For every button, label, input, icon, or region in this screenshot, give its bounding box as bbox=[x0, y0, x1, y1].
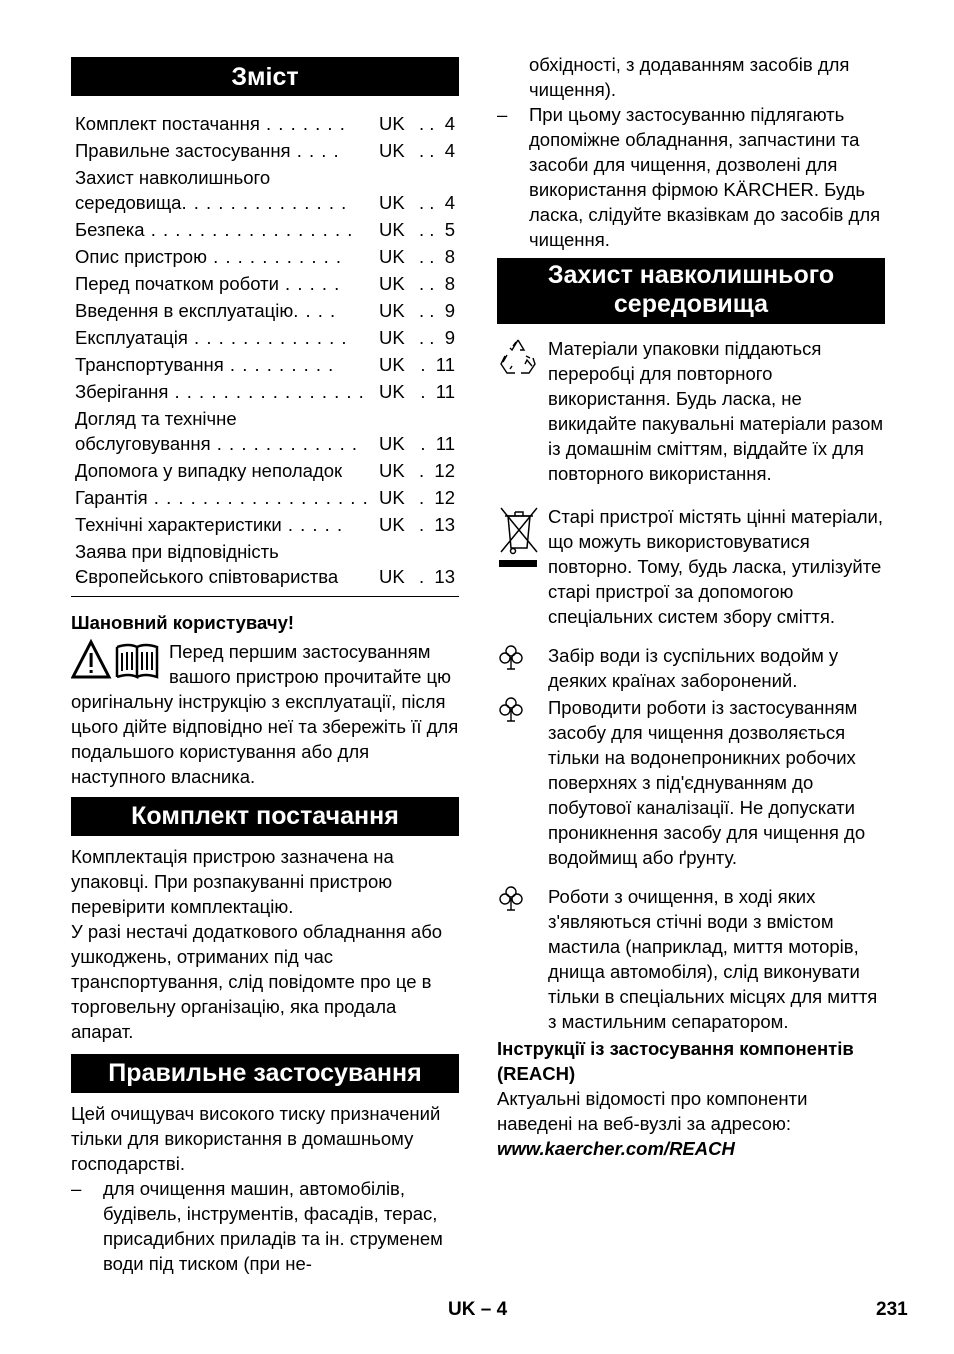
toc-title: Зміст bbox=[231, 62, 299, 91]
toc-entry-label: Експлуатація bbox=[75, 327, 188, 348]
environment-item bbox=[497, 884, 885, 1034]
tree-icon bbox=[497, 884, 548, 1034]
reach-text: Актуальні відомості про компоненти наведені на веб-вузлі за адресою: bbox=[497, 1088, 808, 1134]
toc-entry-leader: . . . . . bbox=[278, 273, 341, 294]
toc-entry[interactable] bbox=[71, 539, 459, 589]
usage-list-item-2 bbox=[497, 102, 885, 252]
toc-entry-label: Гарантія bbox=[75, 487, 148, 508]
toc-entry-label: Введення в експлуатацію bbox=[75, 300, 294, 321]
toc-entry-leader: . . . . bbox=[293, 300, 337, 321]
environment-item-text: Роботи з очищення, в ході яких з'являються стічні води з вмістом мастила (наприклад, миття моторів, днища автомобіля), слід виконувати тільки в спеціальних місцях для миття з мастильним сепаратором. bbox=[548, 886, 878, 1032]
toc-entry-leader: . . . . . . . . . . . . . bbox=[187, 327, 348, 348]
usage-heading bbox=[71, 1054, 459, 1093]
toc-entry-title bbox=[75, 298, 379, 323]
toc-entry-leader: . . . . . . . . . . . . . . . . . bbox=[144, 219, 354, 240]
toc-entry-title bbox=[75, 271, 379, 296]
environment-item bbox=[497, 643, 885, 693]
toc-entry-label: Перед початком роботи bbox=[75, 273, 279, 294]
toc-entry-leader: . . . . bbox=[290, 140, 340, 161]
toc-entry-label: Технічні характеристики bbox=[75, 514, 282, 535]
toc-entry-leader: . . . . . bbox=[281, 514, 344, 535]
toc-entry-label: Правильне застосування bbox=[75, 140, 291, 161]
toc-entry-code: UK bbox=[379, 460, 405, 481]
page-number: 231 bbox=[876, 1299, 908, 1320]
toc-entry-label: Зберігання bbox=[75, 381, 169, 402]
toc-entry-title bbox=[75, 111, 379, 136]
toc-entry-leader: . . . . . . . . . . . . bbox=[210, 433, 358, 454]
toc-entry-page: . . 5 bbox=[419, 219, 455, 240]
toc-entry-title bbox=[75, 379, 379, 404]
toc-entry[interactable] bbox=[71, 485, 459, 510]
toc-entry-title bbox=[75, 138, 379, 163]
toc-entry-page: . . 8 bbox=[419, 246, 455, 267]
toc-entry[interactable] bbox=[71, 379, 459, 404]
toc-entry-page: . 12 bbox=[419, 487, 455, 508]
usage-item-2-text: При цьому застосуванню підлягають допоміжне обладнання, запчастини та засоби для чищення, дозволені для використання фірмою KÄRCHER. Будь ласка, слідуйте вказівкам до засобів для чищення. bbox=[529, 104, 881, 250]
toc-entry-page: . . 4 bbox=[419, 192, 455, 213]
environment-item bbox=[497, 504, 885, 629]
toc-entry-code: UK bbox=[379, 140, 405, 161]
toc-entry-code: UK bbox=[379, 273, 405, 294]
toc-entry-leader: . . . . . . . bbox=[259, 113, 346, 134]
table-of-contents bbox=[71, 111, 459, 597]
scope-paragraph-2: У разі нестачі додаткового обладнання або ушкоджень, отриманих під час транспортування, слід повідомте про це в торговельну організацію, яка продала апарат. bbox=[71, 921, 443, 1042]
environment-item bbox=[497, 336, 885, 486]
toc-entry-code: UK bbox=[379, 300, 405, 321]
greeting: Шановний користувачу! bbox=[71, 612, 295, 633]
toc-entry-code: UK bbox=[379, 219, 405, 240]
toc-entry-code: UK bbox=[379, 433, 405, 454]
environment-item bbox=[497, 695, 885, 870]
environment-heading-text: Захист навколишнього середовища bbox=[547, 261, 835, 318]
toc-entry-code: UK bbox=[379, 514, 405, 535]
scope-heading-text: Комплект постачання bbox=[131, 802, 399, 830]
usage-paragraph-1: Цей очищувач високого тиску призначений тільки для використання в домашньому господарстві. bbox=[71, 1103, 441, 1174]
toc-entry-page: . . 4 bbox=[419, 113, 455, 134]
toc-entry[interactable] bbox=[71, 165, 459, 215]
toc-entry-code: UK bbox=[379, 354, 405, 375]
toc-entry-title bbox=[75, 512, 379, 537]
toc-entry-code: UK bbox=[379, 246, 405, 267]
toc-entry[interactable] bbox=[71, 406, 459, 456]
toc-entry-label: Заява при відповідність Європейського співтовариства bbox=[75, 541, 339, 587]
toc-entry-page: . . 8 bbox=[419, 273, 455, 294]
toc-entry-label: Комплект постачання bbox=[75, 113, 260, 134]
toc-entry-label: Транспортування bbox=[75, 354, 224, 375]
usage-heading-text: Правильне застосування bbox=[108, 1059, 422, 1087]
toc-entry-code: UK bbox=[379, 192, 405, 213]
recycle-icon bbox=[497, 336, 548, 486]
right-column bbox=[497, 52, 885, 1161]
environment-list bbox=[497, 336, 885, 1034]
toc-entry-title bbox=[75, 244, 379, 269]
toc-entry-page: . 13 bbox=[419, 514, 455, 535]
environment-item-text: Старі пристрої містять цінні матеріали, що можуть використовуватися повторно. Тому, будь ласка, утилізуйте старі пристрої за допомогою спеціальних систем збору сміття. bbox=[548, 506, 883, 627]
toc-entry-title bbox=[75, 458, 379, 483]
toc-entry-label: Безпека bbox=[75, 219, 145, 240]
footer-section-label: UK – 4 bbox=[448, 1299, 508, 1320]
toc-entry[interactable] bbox=[71, 138, 459, 163]
tree-icon bbox=[497, 643, 548, 693]
toc-entry-page: . 11 bbox=[420, 354, 455, 375]
toc-entry-title bbox=[75, 165, 379, 215]
crossed-bin-icon bbox=[497, 504, 548, 629]
environment-heading bbox=[497, 258, 885, 324]
environment-item-text: Матеріали упаковки піддаються переробці для повторного використання. Будь ласка, не викидайте пакувальні матеріали разом із домашнім сміттям, віддайте їх для повторного використання. bbox=[548, 338, 884, 484]
toc-entry-leader: . . . . . . . . . . . bbox=[206, 246, 343, 267]
environment-item-text: Проводити роботи із застосуванням засобу для чищення дозволяється тільки на водонепроникних робочих поверхнях з під'єднуванням до побутової каналізації. Не допускати проникнення засобу для чищення до водоймищ або ґрунту. bbox=[548, 697, 866, 868]
toc-entry-page: . 13 bbox=[419, 566, 455, 587]
toc-entry-page: . 11 bbox=[420, 381, 455, 402]
reach-title: Інструкції із застосування компонентів (REACH) bbox=[497, 1038, 854, 1084]
toc-entry-page: . 11 bbox=[420, 433, 455, 454]
toc-entry-title bbox=[75, 539, 379, 589]
toc-heading bbox=[71, 57, 459, 96]
toc-entry[interactable] bbox=[71, 298, 459, 323]
left-column bbox=[71, 57, 459, 1276]
toc-entry-code: UK bbox=[379, 566, 405, 587]
toc-entry[interactable] bbox=[71, 111, 459, 136]
toc-entry-title bbox=[75, 406, 379, 456]
toc-entry-page: . . 4 bbox=[419, 140, 455, 161]
environment-item-text: Забір води із суспільних водойм у деяких країнах заборонений. bbox=[548, 645, 839, 691]
toc-entry[interactable] bbox=[71, 352, 459, 377]
toc-entry-title bbox=[75, 352, 379, 377]
toc-entry-leader: . . . . . . . . . . . . . . . . . . bbox=[147, 487, 369, 508]
toc-entry-label: Захист навколишнього середовища bbox=[75, 167, 271, 213]
toc-entry[interactable] bbox=[71, 325, 459, 350]
toc-entry-page: . . 9 bbox=[419, 300, 455, 321]
toc-entry-code: UK bbox=[379, 381, 405, 402]
toc-entry-leader: . . . . . . . . . . . . . . bbox=[181, 192, 348, 213]
usage-item-1-text: для очищення машин, автомобілів, будівель, інструментів, фасадів, терас, присадибних приладів та ін. струменем води під тиском (при не- bbox=[103, 1178, 443, 1274]
intro-text: Перед першим застосуванням вашого пристрою прочитайте цю оригінальну інструкцію з експлуатації, після цього дійте відповідно неї та збережіть її для подальшого користування або для наступного власника. bbox=[71, 641, 459, 787]
usage-item-1-continuation: обхідності, з додаванням засобів для чищення). bbox=[529, 54, 850, 100]
toc-entry[interactable] bbox=[71, 271, 459, 296]
warning-manual-icon bbox=[71, 639, 165, 681]
usage-list-item-1 bbox=[71, 1176, 459, 1276]
toc-entry[interactable] bbox=[71, 217, 459, 242]
toc-entry-title bbox=[75, 485, 379, 510]
tree-icon bbox=[497, 695, 548, 870]
toc-entry[interactable] bbox=[71, 458, 459, 483]
reach-link[interactable]: www.kaercher.com/REACH bbox=[497, 1138, 735, 1159]
intro-block bbox=[71, 639, 459, 789]
toc-entry[interactable] bbox=[71, 244, 459, 269]
dash-marker: – bbox=[71, 1178, 82, 1199]
toc-entry-title bbox=[75, 217, 379, 242]
scope-heading bbox=[71, 797, 459, 836]
toc-entry-label: Догляд та технічне обслуговування bbox=[75, 408, 237, 454]
toc-entry-label: Допомога у випадку неполадок bbox=[75, 460, 343, 481]
toc-entry-code: UK bbox=[379, 487, 405, 508]
toc-entry-code: UK bbox=[379, 113, 405, 134]
toc-entry-title bbox=[75, 325, 379, 350]
dash-marker: – bbox=[497, 104, 508, 125]
toc-entry[interactable] bbox=[71, 512, 459, 537]
toc-entry-code: UK bbox=[379, 327, 405, 348]
toc-entry-label: Опис пристрою bbox=[75, 246, 207, 267]
toc-entry-page: . . 9 bbox=[419, 327, 455, 348]
toc-entry-leader: . . . . . . . . . bbox=[223, 354, 335, 375]
toc-entry-page: . 12 bbox=[419, 460, 455, 481]
scope-paragraph-1: Комплектація пристрою зазначена на упаковці. При розпакуванні пристрою перевірити комплектацію. bbox=[71, 846, 394, 917]
toc-entry-leader: . . . . . . . . . . . . . . . . bbox=[168, 381, 365, 402]
